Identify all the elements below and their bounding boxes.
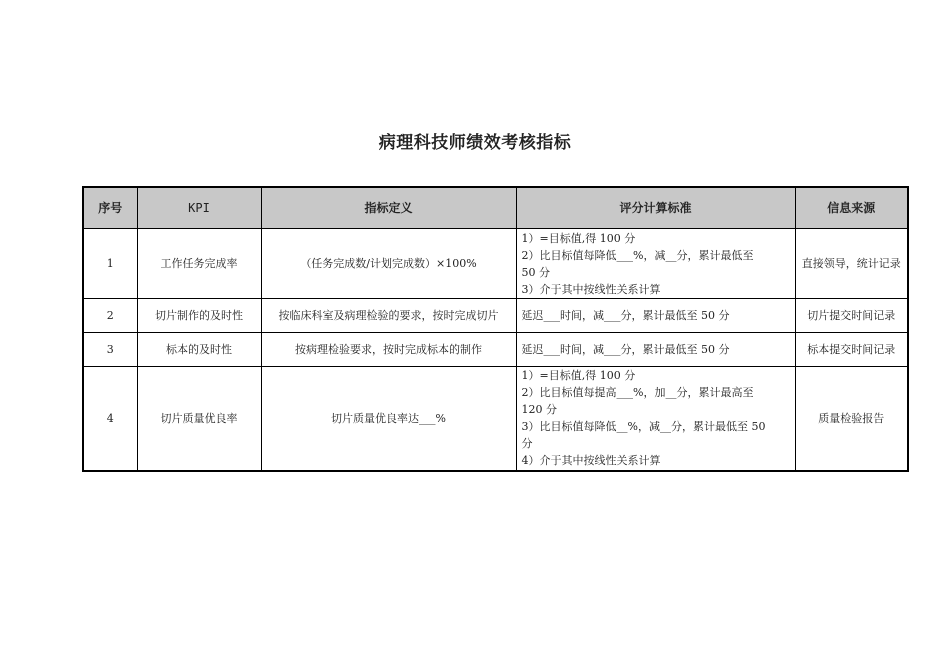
criteria-line: 延迟___时间，减___分，累计最低至 50 分 (521, 309, 730, 322)
row-criteria (516, 367, 795, 471)
kpi-table (82, 186, 909, 472)
row-no: 3 (83, 333, 137, 367)
criteria-line: 3）比目标值每降低__%，减__分，累计最低至 50 (521, 420, 766, 434)
criteria-line: 2）比目标值每降低___%，减__分，累计最低至 (521, 248, 754, 262)
row-definition: （任务完成数/计划完成数）×100% (261, 229, 516, 299)
document-title: 病理科技师绩效考核指标 (378, 133, 572, 153)
row-kpi: 工作任务完成率 (137, 229, 261, 299)
row-no: 1 (83, 229, 137, 299)
row-no: 2 (83, 299, 137, 333)
table-row (83, 229, 908, 299)
criteria-line: 1）=目标值,得 100 分 (521, 231, 636, 245)
row-no: 4 (83, 367, 137, 471)
row-source: 质量检验报告 (795, 367, 908, 471)
row-definition: 按临床科室及病理检验的要求，按时完成切片 (261, 299, 516, 333)
header-no: 序号 (83, 187, 137, 229)
table-row (83, 367, 908, 471)
row-definition: 按病理检验要求，按时完成标本的制作 (261, 333, 516, 367)
row-criteria (516, 229, 795, 299)
criteria-line: 1）=目标值,得 100 分 (521, 369, 636, 383)
criteria-line: 50 分 (521, 265, 550, 279)
row-criteria (516, 333, 795, 367)
row-kpi: 切片质量优良率 (137, 367, 261, 471)
criteria-line: 4）介于其中按线性关系计算 (521, 454, 661, 468)
header-kpi: KPI (137, 187, 261, 229)
row-source: 标本提交时间记录 (795, 333, 908, 367)
row-criteria (516, 299, 795, 333)
table-header-row (83, 187, 908, 229)
row-definition: 切片质量优良率达___% (261, 367, 516, 471)
row-source: 直接领导，统计记录 (795, 229, 908, 299)
row-source: 切片提交时间记录 (795, 299, 908, 333)
criteria-line: 3）介于其中按线性关系计算 (521, 282, 661, 296)
row-kpi: 切片制作的及时性 (137, 299, 261, 333)
header-definition: 指标定义 (261, 187, 516, 229)
criteria-line: 延迟___时间，减___分，累计最低至 50 分 (521, 343, 730, 356)
criteria-line: 120 分 (521, 403, 557, 417)
criteria-line: 分 (521, 437, 533, 451)
table-row (83, 299, 908, 333)
criteria-line: 2）比目标值每提高___%，加__分，累计最高至 (521, 386, 754, 400)
table-row (83, 333, 908, 367)
row-kpi: 标本的及时性 (137, 333, 261, 367)
header-source: 信息来源 (795, 187, 908, 229)
header-criteria: 评分计算标准 (516, 187, 795, 229)
